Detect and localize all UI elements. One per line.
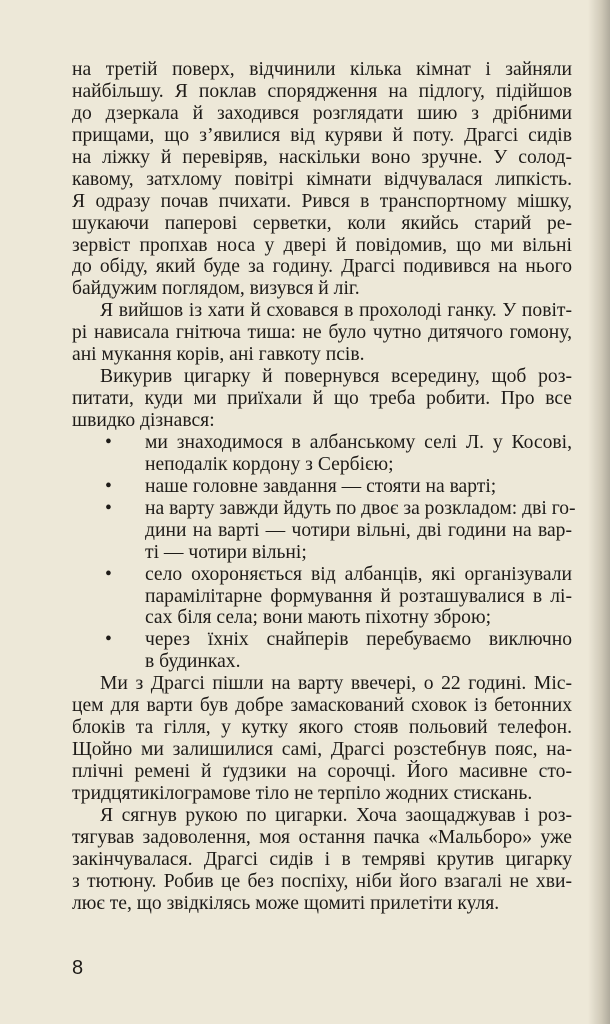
bullet-list-item (72, 564, 572, 630)
bullet-icon: • (105, 497, 112, 519)
text-line (72, 300, 572, 322)
line-text: зервіст пропхав носа у двері й повідомив, що ми вільні (72, 234, 572, 256)
text-line (72, 278, 572, 300)
text-line (72, 564, 572, 586)
line-text: парамілітарне формування й розташувалися в лі- (145, 585, 572, 607)
line-text: ми знаходимося в албанському селі Л. у Косові, (145, 431, 572, 453)
line-text: Ми з Драгсі пішли на варту ввечері, о 22 годині. Міс- (100, 673, 572, 695)
line-text: на третій поверх, відчинили кілька кімнат і зайняли (72, 59, 572, 80)
line-text: село охороняється від албанців, які організували (145, 563, 572, 585)
line-text: в будинках. (145, 651, 241, 673)
line-text: ті — чотири вільні; (145, 541, 307, 563)
line-text: байдужим поглядом, визувся й ліг. (72, 278, 360, 300)
line-text: Викурив цигарку й повернувся всередину, щоб роз- (100, 366, 572, 388)
text-line (72, 366, 572, 388)
text-line (72, 717, 572, 739)
line-text: швидко дізнався: (72, 410, 215, 431)
bullet-icon: • (105, 431, 112, 453)
text-line (72, 169, 572, 191)
text-line (72, 410, 572, 432)
text-line (72, 388, 572, 410)
text-line (72, 59, 572, 81)
line-text: тридцятикілограмове тіло не терпіло жодних стискань. (72, 782, 533, 804)
line-text: рі нависала гнітюча тиша: не було чутно дитячого гомону, (72, 322, 572, 344)
text-line (72, 871, 572, 893)
bullet-list-item (72, 497, 576, 564)
bullet-icon: • (105, 475, 112, 497)
line-text: блоків та гілля, у кутку якого стояв польовий телефон. (72, 717, 572, 739)
line-text: наше головне завдання — стояти на варті; (145, 475, 497, 497)
text-line (72, 476, 572, 498)
paragraph (72, 59, 572, 300)
line-text: тягував задоволення, моя остання пачка «Мальборо» уже (72, 826, 572, 848)
bullet-list-item (72, 629, 572, 673)
line-text: з тютюну. Робив це без поспіху, ніби його взагалі не хви- (72, 870, 572, 892)
line-text: ані мукання корів, ані гавкоту псів. (72, 344, 365, 366)
line-text: Я сягнув рукою по цигарки. Хоча заощаджував і роз- (100, 804, 572, 826)
text-line (72, 739, 572, 761)
text-line (72, 651, 572, 673)
page-number: 8 (72, 957, 84, 979)
text-line (72, 125, 572, 147)
line-text: прищами, що з’явилися від куряви й поту. Драгсі сидів (72, 124, 572, 146)
text-line (72, 322, 572, 344)
line-text: Щойно ми залишилися самі, Драгсі розстебнув пояс, на- (72, 739, 572, 761)
page-body-text (72, 59, 576, 915)
text-line (72, 147, 572, 169)
bullet-icon: • (105, 629, 112, 651)
line-text: закінчувалася. Драгсі сидів і в темряві крутив цигарку (72, 848, 572, 870)
text-line (72, 344, 572, 366)
text-line (72, 629, 572, 651)
line-text: до обіду, який буде за годину. Драгсі подивився на нього (72, 256, 572, 278)
line-text: до дзеркала й заходився розглядати шию з дрібними (72, 102, 572, 124)
text-line (72, 607, 572, 629)
text-line (72, 191, 572, 213)
paragraph (72, 300, 572, 366)
text-line (72, 520, 572, 542)
text-line (72, 805, 572, 827)
bullet-list-item (72, 432, 572, 476)
line-text: на ліжку й перевіряв, наскільки воно зручне. У солод- (72, 146, 572, 168)
line-text: через їхніх снайперів перебуваємо виключно (145, 629, 572, 651)
text-line (72, 673, 572, 695)
text-line (72, 256, 572, 278)
line-text: лює те, що звідкілясь може щомиті прилетіти куля. (72, 892, 500, 914)
text-line (72, 103, 572, 125)
paragraph (72, 673, 572, 805)
line-text: шукаючи паперові серветки, коли якийсь старий ре- (72, 212, 572, 234)
line-text: цем для варти був добре замаскований сховок із бетонних (72, 695, 572, 717)
text-line (72, 454, 572, 476)
text-line (72, 893, 572, 915)
text-line (72, 81, 572, 103)
text-line (72, 542, 572, 564)
paragraph (72, 805, 572, 915)
paragraph (72, 366, 572, 432)
line-text: на варту завжди йдуть по двоє за розкладом: дві го- (145, 497, 576, 519)
line-text: кавому, затхлому повітрі кімнати відчувалася липкість. (72, 168, 572, 190)
bullet-icon: • (105, 563, 112, 585)
text-line (72, 213, 572, 235)
text-line (72, 849, 572, 871)
page-edge-shadow (588, 0, 610, 1024)
line-text: дини на варті — чотири вільні, дві години на вар- (145, 519, 572, 541)
line-text: питати, куди ми приїхали й що треба робити. Про все (72, 388, 572, 410)
line-text: найбільшу. Я поклав спорядження на підлогу, підійшов (72, 80, 572, 102)
text-line (72, 497, 576, 520)
text-line (72, 235, 572, 257)
text-line (72, 827, 572, 849)
text-line (72, 695, 572, 717)
line-text: неподалік кордону з Сербією; (145, 453, 394, 475)
bullet-list-item (72, 476, 572, 498)
line-text: Я вийшов із хати й сховався в прохолоді ганку. У повіт- (100, 300, 572, 322)
text-line (72, 432, 572, 454)
text-line (72, 586, 572, 608)
line-text: плічні ремені й ґудзики на сорочці. Його масивне сто- (72, 761, 572, 782)
line-text: сах біля села; вони мають піхотну зброю; (145, 607, 492, 629)
text-line (72, 783, 572, 805)
line-text: Я одразу почав пчихати. Рився в транспортному мішку, (72, 190, 572, 212)
text-line (72, 761, 572, 783)
